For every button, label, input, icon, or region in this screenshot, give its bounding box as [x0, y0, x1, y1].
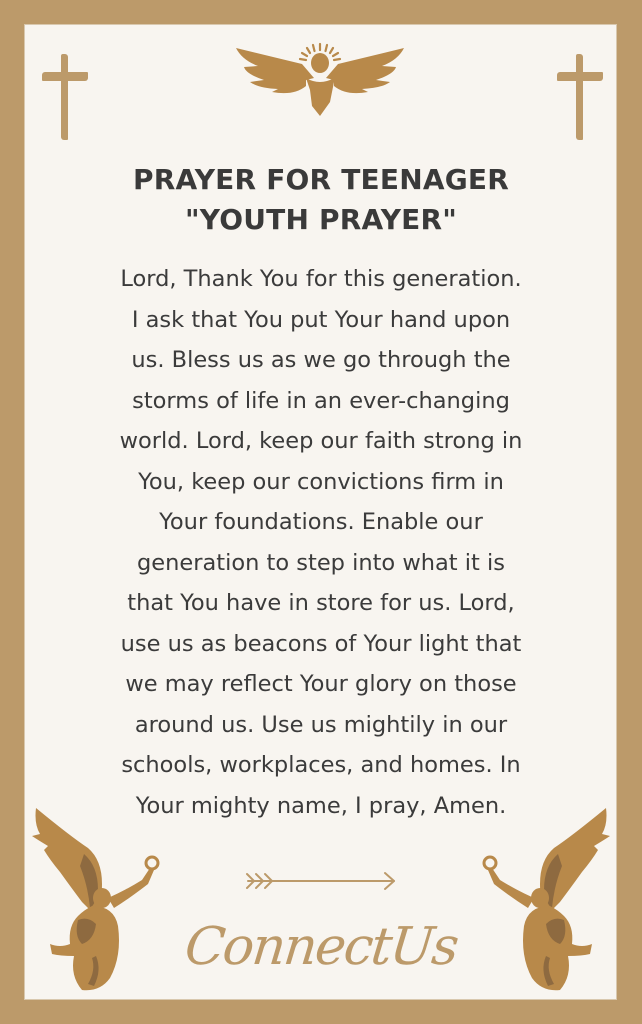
connectus-logo: ConnectUs: [182, 917, 460, 977]
body-line: use us as beacons of Your light that: [120, 630, 522, 657]
title-line-1: PRAYER FOR TEENAGER: [133, 163, 509, 196]
prayer-title: [0, 160, 642, 240]
body-line: You, keep our convictions firm in: [138, 468, 504, 495]
prayer-body: [0, 259, 642, 826]
body-line: Your foundations. Enable our: [159, 509, 483, 535]
body-line: world. Lord, keep our faith strong in: [119, 428, 523, 454]
body-line: that You have in store for us. Lord,: [127, 590, 515, 616]
body-line: storms of life in an ever-changing: [132, 387, 510, 414]
body-line: schools, workplaces, and homes. In: [121, 752, 521, 778]
body-line: Lord, Thank You for this generation.: [120, 266, 522, 292]
body-line: I ask that You put Your hand upon: [131, 306, 511, 333]
winged-emblem-icon: [234, 40, 408, 120]
arrow-icon: [244, 870, 398, 892]
body-line: Your mighty name, I pray, Amen.: [135, 792, 507, 819]
body-line: we may reflect Your glory on those: [125, 671, 517, 697]
title-line-2: "YOUTH PRAYER": [184, 203, 458, 236]
body-line: generation to step into what it is: [137, 549, 505, 576]
body-line: around us. Use us mightily in our: [134, 711, 508, 738]
body-line: us. Bless us as we go through the: [131, 347, 511, 373]
